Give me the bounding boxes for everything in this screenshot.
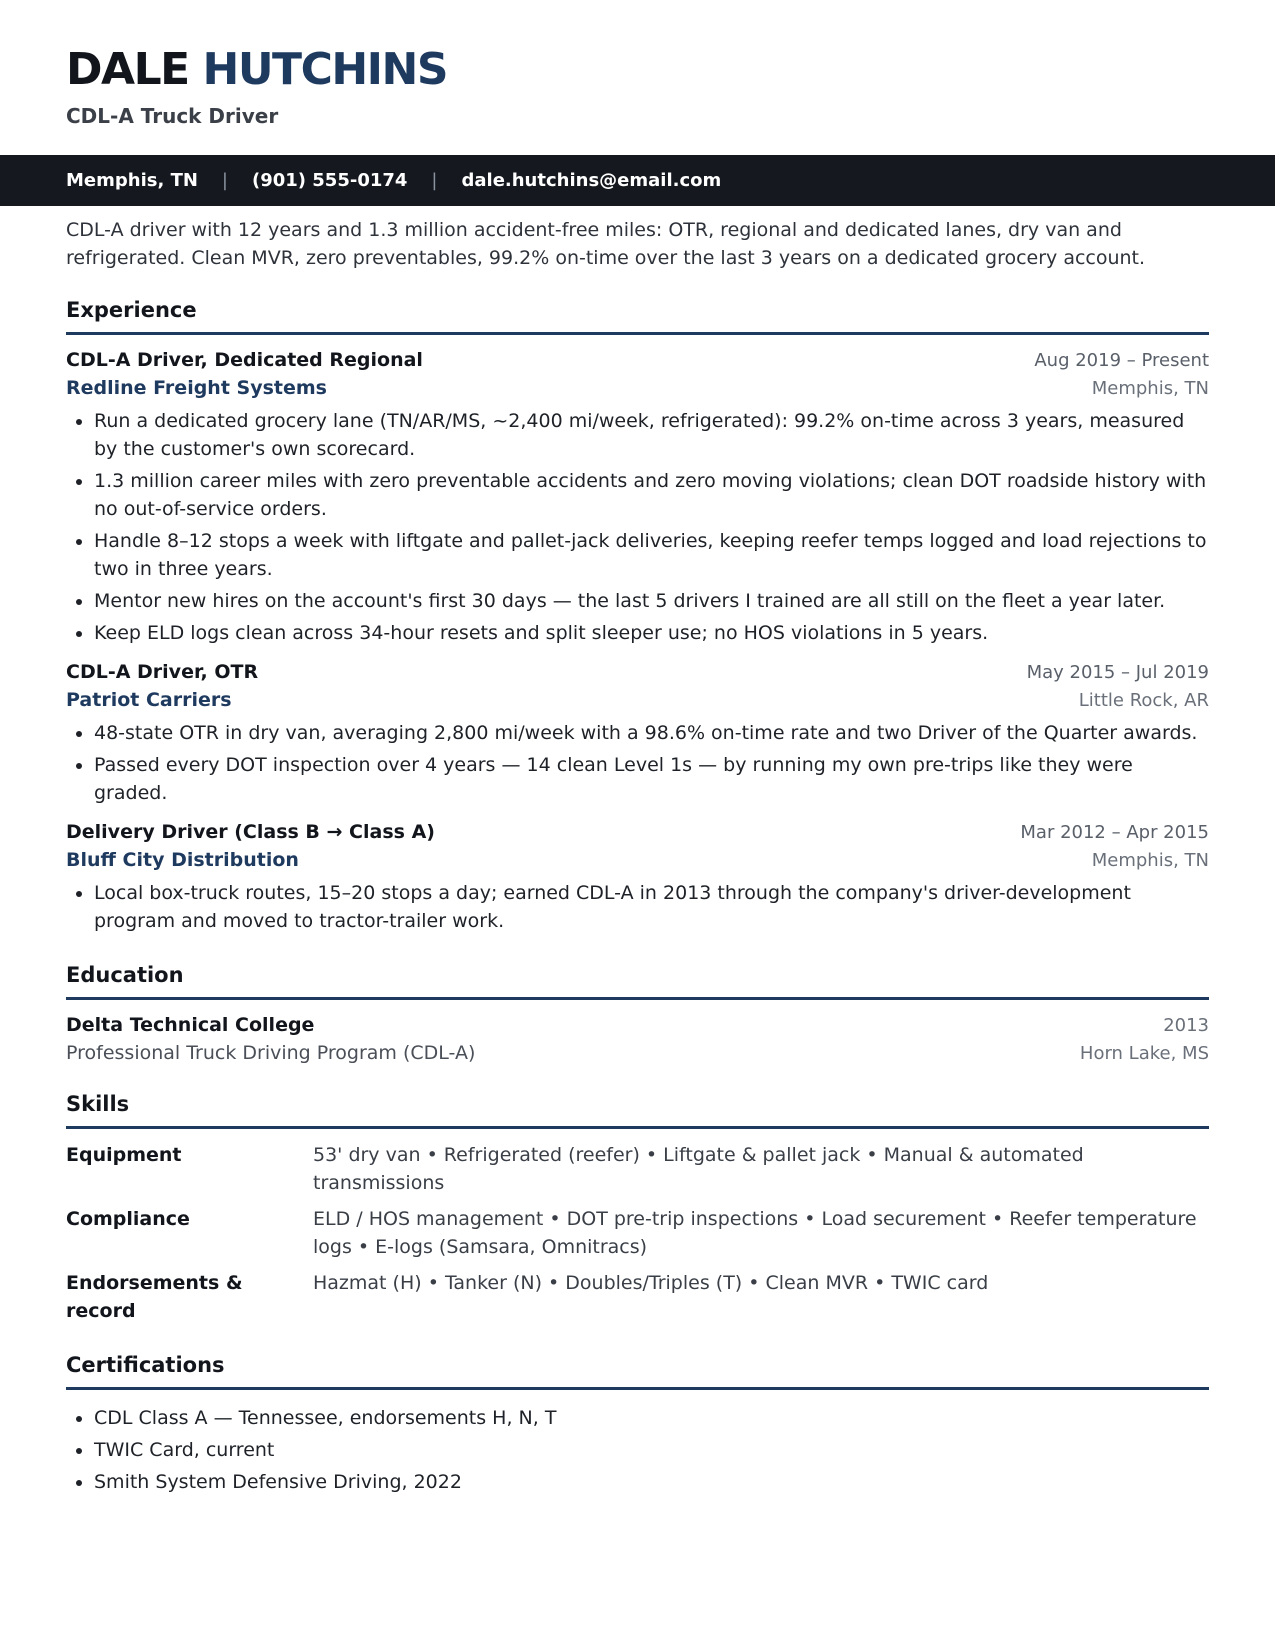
program-name: Professional Truck Driving Program (CDL-A)	[66, 1042, 476, 1064]
company-name: Patriot Carriers	[66, 689, 232, 711]
job-bullets	[66, 407, 1209, 647]
skill-row	[66, 1269, 1209, 1325]
education-location: Horn Lake, MS	[1079, 1043, 1209, 1064]
contact-location: Memphis, TN	[66, 170, 198, 191]
certifications-list	[66, 1404, 1209, 1496]
education-entry	[66, 1014, 1209, 1064]
job-location: Memphis, TN	[1091, 378, 1209, 399]
bullet-item: • Passed every DOT inspection over 4 years — 14 clean Level 1s — by running my own pre-trips like they were graded.	[94, 751, 1209, 807]
first-name: DALE	[66, 44, 189, 95]
certifications-section	[66, 1353, 1209, 1496]
skills-list	[66, 1141, 1209, 1325]
certification-item: • Smith System Defensive Driving, 2022	[94, 1468, 1209, 1496]
contact-bar	[0, 155, 1275, 206]
education-year: 2013	[1163, 1015, 1209, 1036]
bullet-item: • Run a dedicated grocery lane (TN/AR/MS, ~2,400 mi/week, refrigerated): 99.2% on-time across 3 years, measured by the customer's own scorecard.	[94, 407, 1209, 463]
resume-header	[0, 0, 1275, 154]
job-bullets	[66, 719, 1209, 807]
skill-value: Hazmat (H) • Tanker (N) • Doubles/Triples (T) • Clean MVR • TWIC card	[313, 1272, 989, 1294]
skill-label: Equipment	[66, 1144, 182, 1166]
bullet-item: • 48-state OTR in dry van, averaging 2,800 mi/week with a 98.6% on-time rate and two Driver of the Quarter awards.	[94, 719, 1209, 747]
experience-heading: Experience	[66, 298, 1209, 335]
skill-value: ELD / HOS management • DOT pre-trip inspections • Load securement • Reefer temperature logs • E-logs (Samsara, Omnitracs)	[313, 1208, 1197, 1258]
contact-phone: (901) 555-0174	[251, 170, 408, 191]
summary: CDL-A driver with 12 years and 1.3 million accident-free miles: OTR, regional and dedicated lanes, dry van and refrigerated. Clean MVR, zero preventables, 99.2% on-time over the last 3 years on a dedicated grocery account.	[66, 219, 1146, 269]
bullet-item: • Local box-truck routes, 15–20 stops a day; earned CDL-A in 2013 through the company's driver-development program and moved to tractor-trailer work.	[94, 879, 1209, 935]
job-dates: Aug 2019 – Present	[1034, 350, 1209, 371]
job-entry	[66, 821, 1209, 935]
school-name: Delta Technical College	[66, 1014, 315, 1036]
certification-item: • CDL Class A — Tennessee, endorsements H, N, T	[94, 1404, 1209, 1432]
job-title: CDL-A Driver, OTR	[66, 661, 259, 683]
certifications-heading: Certifications	[66, 1353, 1209, 1390]
education-section	[66, 963, 1209, 1064]
contact-separator: |	[431, 170, 438, 191]
job-location: Little Rock, AR	[1078, 690, 1209, 711]
contact-email: dale.hutchins@email.com	[461, 170, 722, 191]
skill-row	[66, 1141, 1209, 1197]
job-dates: Mar 2012 – Apr 2015	[1020, 822, 1209, 843]
job-title: CDL-A Driver, Dedicated Regional	[66, 349, 423, 371]
resume-body	[66, 206, 1209, 1500]
skills-heading: Skills	[66, 1092, 1209, 1129]
skill-value: 53' dry van • Refrigerated (reefer) • Liftgate & pallet jack • Manual & automated transmissions	[313, 1144, 1084, 1194]
certification-item: • TWIC Card, current	[94, 1436, 1209, 1464]
bullet-item: • Mentor new hires on the account's first 30 days — the last 5 drivers I trained are all still on the fleet a year later.	[94, 587, 1209, 615]
job-entry	[66, 661, 1209, 807]
company-name: Redline Freight Systems	[66, 377, 327, 399]
skill-label: Compliance	[66, 1208, 190, 1230]
skill-label: Endorsements & record	[66, 1272, 243, 1322]
skill-row	[66, 1205, 1209, 1261]
education-heading: Education	[66, 963, 1209, 1000]
job-bullets	[66, 879, 1209, 935]
job-location: Memphis, TN	[1091, 850, 1209, 871]
job-title: Delivery Driver (Class B → Class A)	[66, 821, 435, 843]
contact-separator: |	[221, 170, 228, 191]
bullet-item: • Handle 8–12 stops a week with liftgate and pallet-jack deliveries, keeping reefer temps logged and load rejections to two in three years.	[94, 527, 1209, 583]
last-name: HUTCHINS	[202, 44, 448, 95]
candidate-name	[66, 44, 1209, 96]
bullet-item: • 1.3 million career miles with zero preventable accidents and zero moving violations; clean DOT roadside history with no out-of-service orders.	[94, 467, 1209, 523]
job-dates: May 2015 – Jul 2019	[1026, 662, 1209, 683]
bullet-item: • Keep ELD logs clean across 34-hour resets and split sleeper use; no HOS violations in 5 years.	[94, 619, 1209, 647]
job-title-heading: CDL-A Truck Driver	[66, 104, 279, 128]
job-entry	[66, 349, 1209, 647]
skills-section	[66, 1092, 1209, 1325]
company-name: Bluff City Distribution	[66, 849, 299, 871]
experience-section	[66, 298, 1209, 935]
